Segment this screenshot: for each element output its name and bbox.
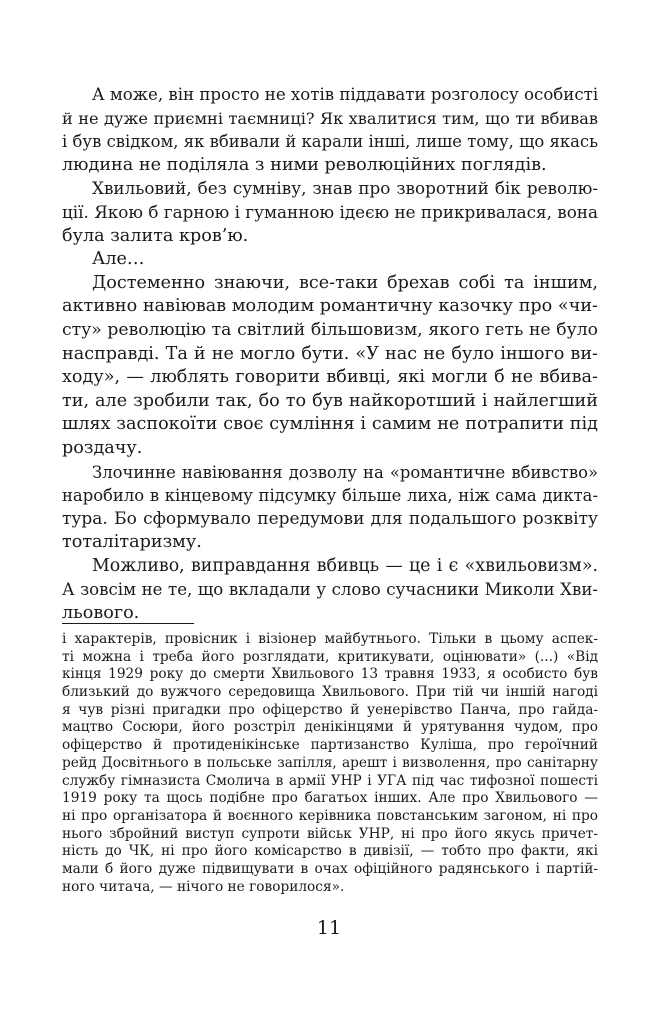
text-line: льового. (62, 603, 140, 624)
footnote-line: 1919 року та щось подібне про багатьох інших. Але про Хвильового — (62, 790, 598, 807)
footnote-line: офіцерство й протиденікінське партизанство Куліша, про героїчний (62, 737, 598, 754)
text-line: людина не поділяла з ними революційних поглядів. (62, 154, 547, 175)
footnote-line: близький до вужчого середовища Хвильового. При тій чи іншій нагоді (62, 684, 598, 701)
text-line: була залита кров’ю. (62, 225, 249, 246)
text-line: шлях заспокоїти своє сумління і самим не потрапити під (62, 414, 598, 435)
footnote-line: нього збройний виступ супроти військ УНР, ні про його якусь причет- (62, 825, 598, 842)
text-line: Хвильовий, без сумніву, знав про зворотний бік револю- (92, 178, 598, 199)
footnote-line: я чув різні пригадки про офіцерство й уенерівство Панча, про гайда- (62, 701, 598, 718)
footnote-line: кінця 1929 року до смерти Хвильового 13 травня 1933, я особисто був (62, 666, 598, 683)
footnote-line: мали б його дуже підвищувати в очах офіційного радянського і партій- (62, 860, 598, 877)
text-line: тоталітаризму. (62, 532, 202, 553)
text-line: Злочинне навіювання дозволу на «романтичне вбивство» (92, 462, 598, 482)
text-line: наробило в кінцевому підсумку більше лиха, ніж сама дикта- (62, 486, 598, 506)
text-line: Можливо, виправдання вбивць — це і є «хвильовизм». (92, 555, 598, 576)
text-line: сту» революцію та світлий більшовизм, якого геть не було (62, 319, 598, 340)
text-line: й не дуже приємні таємниці? Як хвалитися тим, що ти вбивав (62, 108, 598, 128)
text-line: активно навіював молодим романтичну казочку про «чи- (62, 296, 598, 317)
text-line: А зовсім не те, що вкладали у слово сучасники Миколи Хви- (62, 580, 598, 600)
footnote-line: рейд Досвітнього в польське запілля, арешт і визволення, про санітарну (62, 754, 598, 771)
text-line: ходу», — люблять говорити вбивці, які могли б не вбива- (62, 367, 598, 388)
footnote-line: мацтво Сосюри, його розстріл денікінцями й урятування чудом, про (62, 719, 598, 736)
text-line: А може, він просто не хотів піддавати розголосу особисті (92, 85, 599, 104)
text-line: Достеменно знаючи, все-таки брехав собі та іншим, (92, 272, 598, 293)
footnote-line: ність до ЧК, ні про його комісарство в дивізії, — тобто про факти, які (62, 843, 598, 860)
footnote-line: службу гімназиста Смолича в армії УНР і УГА під час тифозної пошесті (62, 772, 598, 789)
text-line: Але… (92, 249, 145, 270)
footnote-line: ного читача, — нічого не говорилося». (62, 878, 345, 895)
footnote-line: ті можна і треба його розглядати, критикувати, оцінювати» (...) «Від (62, 648, 598, 665)
text-line: ції. Якою б гарною і гуманною ідеєю не прикривалася, вона (62, 201, 598, 222)
text-line: ти, але зробили так, бо то був найкоротший і найлегший (62, 390, 598, 411)
page-number: 11 (316, 917, 342, 939)
footnote-line: ні про організатора й воєнного керівника повстанським загоном, ні про (62, 807, 598, 824)
footnote-divider (62, 623, 194, 624)
footnote (62, 631, 598, 896)
main-text (62, 83, 598, 626)
text-line: тура. Бо сформувало передумови для подальшого розквіту (62, 508, 598, 529)
text-line: і був свідком, як вбивали й карали інші, лише тому, що якась (62, 132, 598, 152)
text-line: насправді. Та й не могло бути. «У нас не було іншого ви- (62, 343, 598, 364)
text-line: роздачу. (62, 437, 143, 458)
footnote-line: і характерів, провісник і візіонер майбутнього. Тільки в цьому аспек- (62, 631, 598, 647)
